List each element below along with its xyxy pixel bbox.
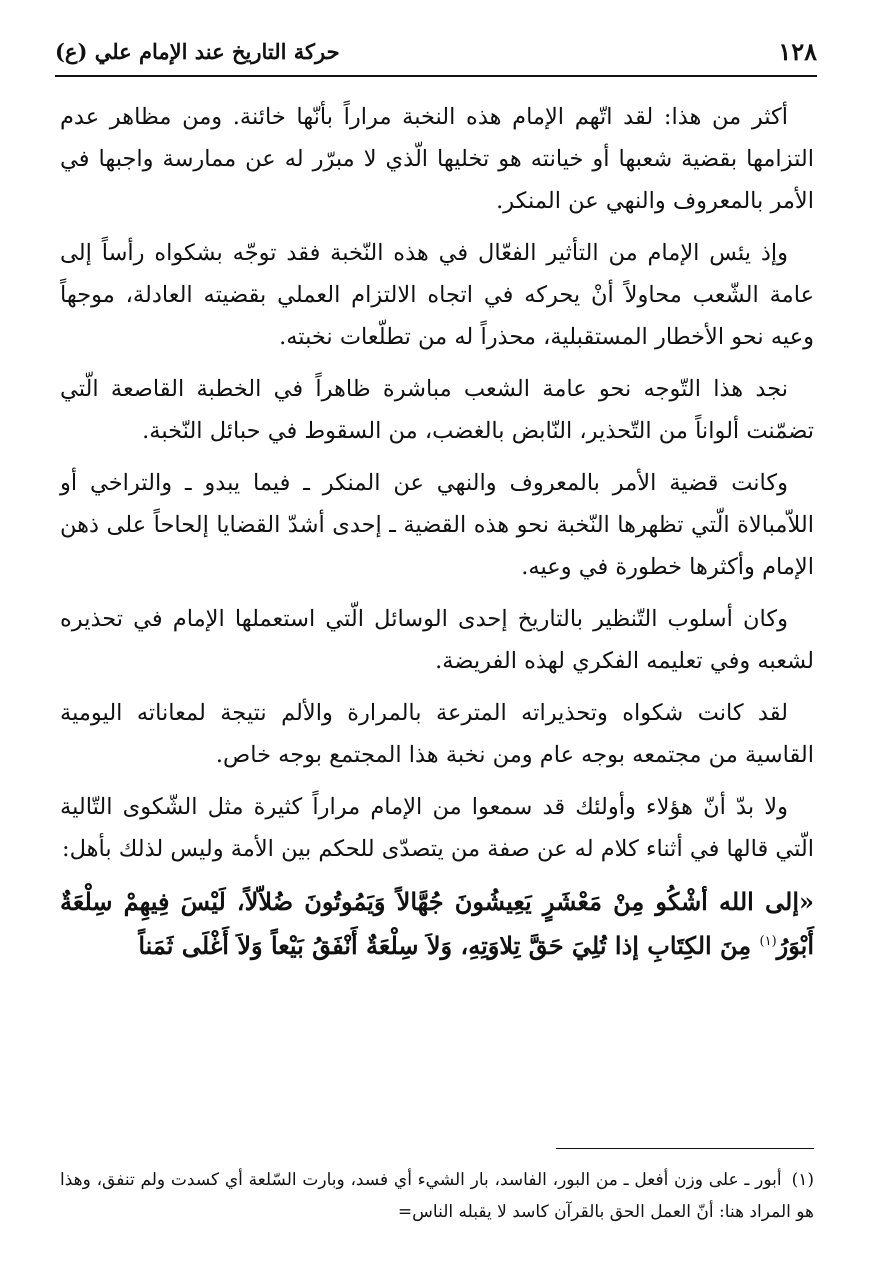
paragraph-1: أكثر من هذا: لقد اتّهم الإمام هذه النخبة مراراً بأنّها خائنة. ومن مظاهر عدم التزامها بقضية شعبها أو خيانته هو تخليها الّذي لا مبرّر له عن ممارسة واجبها في الأمر بالمعروف والنهي عن المنكر.	[60, 104, 814, 214]
main-text	[60, 96, 814, 968]
paragraph-3: نجد هذا التّوجه نحو عامة الشعب مباشرة ظاهراً في الخطبة القاصعة الّتي تضمّنت ألواناً من التّحذير، النّابض بالغضب، من السقوط في حبائل النّخبة.	[60, 376, 814, 444]
paragraph-5: وكان أسلوب التّنظير بالتاريخ إحدى الوسائل الّتي استعملها الإمام في تحذيره لشعبه وفي تعليمه الفكري لهذه الفريضة.	[60, 606, 814, 674]
running-title: حركة التاريخ عند الإمام علي (ع)	[55, 38, 340, 64]
page-number: ١٢٨	[778, 36, 817, 66]
quotation	[60, 880, 814, 968]
quotation-part-2: مِنَ الكِتَابِ إذا تُلِيَ حَقَّ تِلاوَتِهِ، وَلاَ سِلْعَةٌ أَنْفَقُ بَيْعاً وَلاَ أَغْلَى ثَمَناً	[138, 931, 760, 960]
footnote-reference: (١)	[759, 934, 777, 949]
footnote	[60, 1164, 814, 1228]
footnote-number: (١)	[791, 1170, 814, 1190]
header-rule	[55, 75, 817, 77]
footnote-text: أبور ـ على وزن أفعل ـ من البور، الفاسد، بار الشيء أي فسد، وبارت السّلعة أي كسدت ولم تنفق، وهذا هو المراد هنا: أنّ العمل الحق بالقرآن كاسد لا يقبله الناس=	[60, 1170, 814, 1222]
footnote-separator	[556, 1148, 814, 1149]
paragraph-6: لقد كانت شكواه وتحذيراته المترعة بالمرارة والألم نتيجة لمعاناته اليومية القاسية من مجتمعه بوجه عام ومن نخبة هذا المجتمع بوجه خاص.	[60, 700, 814, 768]
quotation-part-1: «إلى الله أشْكُو مِنْ مَعْشَرٍ يَعِيشُونَ جُهَّالاً وَيَمُوتُونَ ضُلاّلاً، لَيْسَ فِيهِمْ سِلْعَةٌ أَبْوَرُ	[60, 887, 814, 960]
paragraph-4: وكانت قضية الأمر بالمعروف والنهي عن المنكر ـ فيما يبدو ـ والتراخي أو اللاّمبالاة الّتي تظهرها النّخبة نحو هذه القضية ـ إحدى أشدّ القضايا إلحاحاً على ذهن الإمام وأكثرها خطورة في وعيه.	[60, 470, 814, 580]
paragraph-7: ولا بدّ أنّ هؤلاء وأولئك قد سمعوا من الإمام مراراً كثيرة مثل الشّكوى التّالية الّتي قالها في أثناء كلام له عن صفة من يتصدّى للحكم بين الأمة وليس لذلك بأهل:	[60, 794, 814, 862]
page-header	[55, 30, 817, 72]
paragraph-2: وإذ يئس الإمام من التأثير الفعّال في هذه النّخبة فقد توجّه بشكواه رأساً إلى عامة الشّعب محاولاً أنْ يحركه في اتجاه الالتزام العملي بقضيته العادلة، موجهاً وعيه نحو الأخطار المستقبلية، محذراً له من تطلّعات نخبته.	[60, 240, 814, 350]
